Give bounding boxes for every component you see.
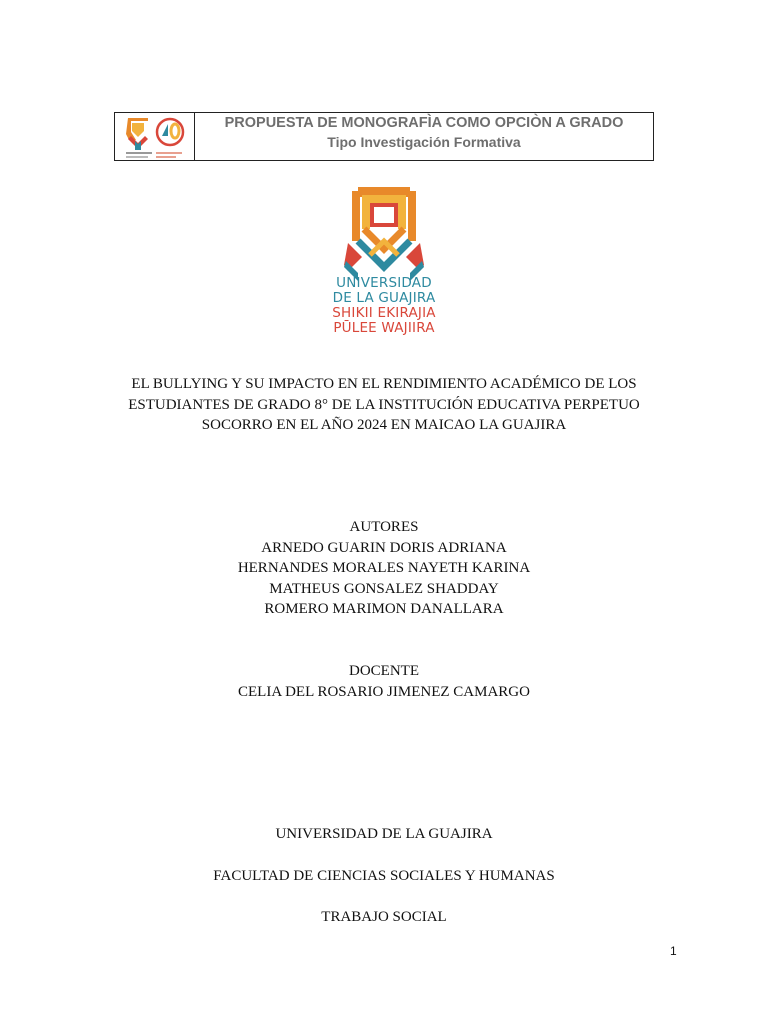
header-subtitle: Tipo Investigación Formativa: [327, 134, 521, 150]
author-name: HERNANDES MORALES NAYETH KARINA: [237, 560, 531, 576]
brand-line-shikii: SHIKII EKIRAJIA: [332, 305, 436, 321]
header-text-cell: [195, 113, 653, 160]
brand-line-universidad: UNIVERSIDAD: [336, 275, 432, 291]
brand-wordmark: [300, 276, 468, 336]
teacher-heading: DOCENTE: [349, 663, 419, 679]
header-title: PROPUESTA DE MONOGRAFÌA COMO OPCIÒN A GRADO: [224, 115, 624, 131]
thesis-title: [80, 374, 688, 436]
brand-line-pulee: PŪLEE WAJIIRA: [333, 320, 435, 336]
thesis-title-line: ESTUDIANTES DE GRADO 8° DE LA INSTITUCIÓN EDUCATIVA PERPETUO: [128, 396, 640, 413]
author-name: ARNEDO GUARIN DORIS ADRIANA: [261, 539, 507, 556]
header-logo-cell: [115, 113, 195, 160]
brand-line-de-la-guajira: DE LA GUAJIRA: [332, 290, 436, 306]
university-40-anniversary-logo-icon: [122, 114, 188, 160]
faculty-name: FACULTAD DE CIENCIAS SOCIALES Y HUMANAS: [213, 868, 555, 884]
university-name: UNIVERSIDAD DE LA GUAJIRA: [275, 826, 493, 842]
author-name: ROMERO MARIMON DANALLARA: [264, 601, 504, 617]
thesis-title-line: SOCORRO EN EL AÑO 2024 EN MAICAO LA GUAJIRA: [201, 417, 567, 433]
page-number: 1: [670, 944, 677, 958]
thesis-title-line: EL BULLYING Y SU IMPACTO EN EL RENDIMIENTO ACADÉMICO DE LOS: [131, 376, 637, 392]
author-name: MATHEUS GONSALEZ SHADDAY: [269, 580, 499, 597]
teacher-section: [80, 661, 688, 702]
header-table: [114, 112, 654, 161]
program-name: TRABAJO SOCIAL: [321, 909, 447, 925]
authors-heading: AUTORES: [349, 519, 419, 535]
teacher-name: CELIA DEL ROSARIO JIMENEZ CAMARGO: [238, 683, 530, 700]
authors-section: [80, 517, 688, 620]
